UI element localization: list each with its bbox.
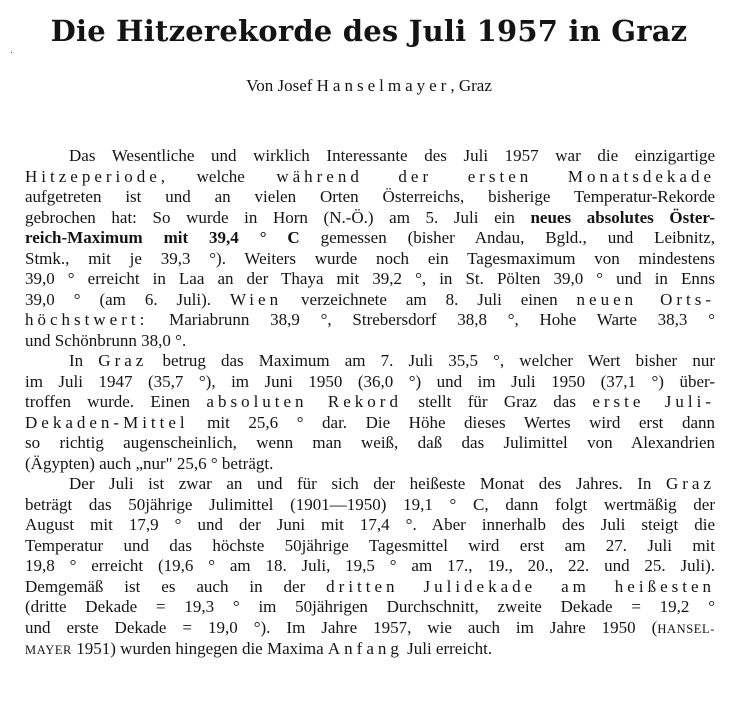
- article-byline: [0, 76, 738, 96]
- body-text-segment: Anfang: [327, 639, 403, 658]
- body-text-segment: neuen Orts-: [576, 289, 716, 309]
- body-text-segment: troffen wurde. Einen: [25, 392, 207, 411]
- body-text-segment: HANSEL-: [657, 621, 715, 636]
- body-text-segment: August mit 17,9 ° und der Juni mit 17,4 °. Aber innerhalb des Juli steigt die: [25, 515, 715, 534]
- body-text-segment: aufgetreten ist und an vielen Orten Österreichs, bisherige Temperatur-Rekorde: [25, 187, 715, 206]
- body-text-segment: absoluten Rekord: [206, 392, 402, 411]
- body-line: [25, 515, 715, 536]
- body-text-segment: und erste Dekade = 19,0 °). Im Jahre 1957, wie auch im Jahre 1950 (: [25, 617, 658, 637]
- body-line: [25, 310, 715, 331]
- body-text-segment: betrug das Maximum am 7. Juli 35,5 °, welcher Wert bisher nur: [147, 351, 715, 370]
- body-line: [25, 556, 715, 577]
- body-text-segment: dritten Julidekade am heißesten: [326, 576, 715, 596]
- body-line: [25, 495, 715, 516]
- body-text-segment: 19,8 ° erreicht (19,6 ° am 18. Juli, 19,5 ° am 17., 19., 20., 22. und 25. Juli).: [25, 556, 715, 575]
- body-text-segment: Hitzeperiode: [25, 166, 161, 186]
- body-text-segment: Mariabrunn 38,9 °, Strebersdorf 38,8 °, Hohe Warte 38,3 °: [148, 310, 715, 329]
- body-line: [25, 618, 715, 640]
- body-text-segment: 39,0 ° erreicht in Laa an der Thaya mit 39,2 °, in St. Pölten 39,0 ° und in Enns: [25, 269, 715, 288]
- body-line: [25, 413, 715, 434]
- body-text-segment: Juli erreicht.: [402, 639, 493, 658]
- body-text-segment: Stmk., mit je 39,3 °). Weiters wurde noch ein Tagesmaximum von mindestens: [25, 248, 715, 268]
- body-text-segment: Wien: [229, 289, 283, 309]
- body-text-segment: (Ägypten) auch „nur" 25,6 ° beträgt.: [25, 453, 274, 473]
- body-line: [25, 372, 715, 393]
- body-text-segment: Graz: [98, 351, 148, 370]
- body-text-segment: 1951) wurden hingegen die Maxima: [72, 639, 328, 658]
- body-text-segment: Der Juli ist zwar an und für sich der heißeste Monat des Jahres. In: [69, 474, 666, 493]
- byline-suffix: , Graz: [450, 76, 492, 95]
- body-text-segment: In: [69, 351, 99, 370]
- article-body: [25, 146, 715, 661]
- body-text-segment: reich-Maximum mit 39,4 ° C: [25, 228, 300, 247]
- body-text-segment: , welche: [160, 166, 277, 186]
- body-text-segment: Das Wesentliche und wirklich Interessante des Juli 1957 war die einzigartige: [69, 146, 715, 165]
- body-text-segment: verzeichnete am 8. Juli einen: [282, 289, 577, 309]
- body-text-segment: beträgt das 50jährige Julimittel (1901—1950) 19,1 ° C, dann folgt wertmäßig der: [25, 494, 715, 514]
- body-line: [25, 639, 715, 661]
- body-text-segment: gemessen (bisher Andau, Bgld., und Leibnitz,: [299, 228, 716, 247]
- body-text-segment: gebrochen hat: So wurde in Horn (N.-Ö.) am 5. Juli ein: [25, 207, 531, 227]
- body-text-segment: Dekaden-Mittel: [25, 412, 189, 432]
- body-line: [25, 290, 715, 311]
- body-text-segment: stellt für Graz das: [401, 392, 593, 411]
- body-line: [25, 597, 715, 618]
- byline-prefix: Von Josef: [246, 76, 313, 95]
- body-text-segment: Temperatur und das höchste 50jährige Tagesmittel wird erst am 27. Juli mit: [25, 535, 715, 555]
- byline-author: Hanselmayer: [316, 76, 451, 95]
- body-text-segment: während der ersten Monatsdekade: [276, 166, 715, 186]
- body-line: [25, 208, 715, 229]
- body-line: [25, 454, 715, 475]
- body-text-segment: und Schönbrunn 38,0 °.: [25, 330, 187, 350]
- body-text-segment: (dritte Dekade = 19,3 ° im 50jährigen Durchschnitt, zweite Dekade = 19,2 °: [25, 597, 715, 616]
- body-line: [25, 433, 715, 454]
- body-line: [25, 351, 715, 372]
- body-line: [25, 167, 715, 188]
- body-text-segment: so richtig augenscheinlich, wenn man weiß, daß das Julimittel von Alexandrien: [25, 433, 715, 452]
- body-text-segment: erste Juli-: [592, 392, 715, 411]
- body-line: [25, 187, 715, 208]
- body-line: [25, 249, 715, 270]
- body-text-segment: höchstwert:: [25, 310, 149, 329]
- body-text-segment: MAYER: [25, 643, 72, 657]
- body-line: [25, 577, 715, 598]
- body-text-segment: mit 25,6 ° dar. Die Höhe dieses Wertes wird erst dann: [188, 412, 715, 432]
- body-text-segment: Graz: [665, 474, 715, 493]
- body-line: [25, 228, 715, 249]
- body-line: [25, 269, 715, 290]
- body-line: [25, 146, 715, 167]
- body-text-segment: im Juli 1947 (35,7 °), im Juni 1950 (36,0 °) und im Juli 1950 (37,1 °) über-: [25, 371, 715, 391]
- body-text-segment: neues absolutes Öster-: [530, 207, 715, 227]
- body-text-segment: Demgemäß ist es auch in der: [25, 576, 327, 596]
- body-line: [25, 392, 715, 413]
- scan-speck: ·: [10, 48, 14, 59]
- body-text-segment: 39,0 ° (am 6. Juli).: [25, 289, 230, 309]
- body-line: [25, 536, 715, 557]
- body-line: [25, 331, 715, 352]
- body-line: [25, 474, 715, 495]
- article-title: Die Hitzerekorde des Juli 1957 in Graz: [50, 14, 688, 48]
